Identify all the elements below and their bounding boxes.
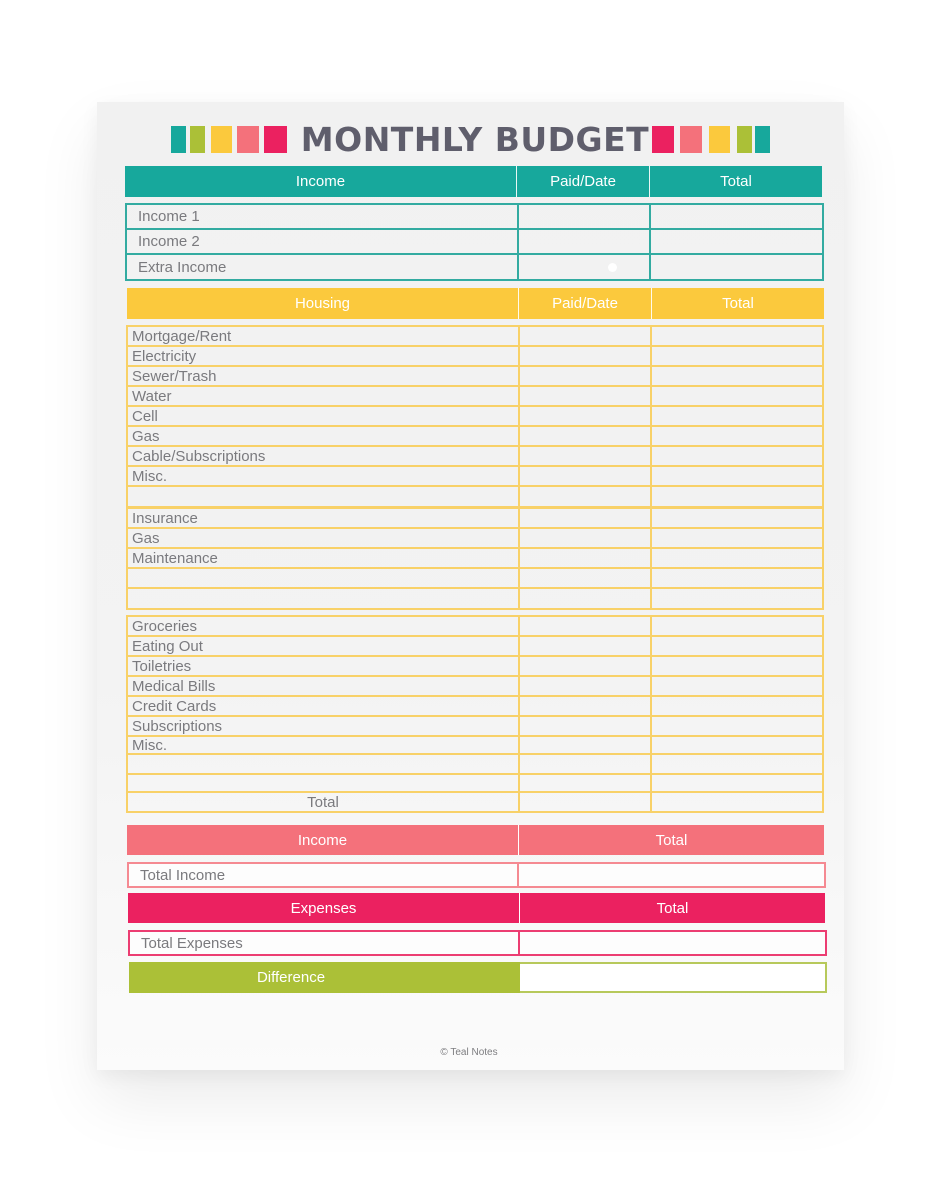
paid-date-column-header: Paid/Date	[518, 288, 651, 319]
paid-date-cell[interactable]	[518, 637, 650, 655]
table-row	[128, 529, 822, 549]
paid-date-cell[interactable]	[518, 387, 650, 405]
decor-square-teal	[755, 126, 770, 153]
paid-date-cell[interactable]	[518, 755, 650, 773]
paid-date-cell[interactable]	[518, 775, 650, 791]
total-cell[interactable]	[650, 589, 822, 608]
row-label: Gas	[132, 529, 160, 547]
paid-date-cell[interactable]	[517, 255, 649, 279]
income-column-header: Income	[295, 173, 346, 190]
table-row	[128, 327, 822, 347]
total-cell[interactable]	[650, 717, 822, 735]
table-row	[128, 447, 822, 467]
total-header-label: Total	[519, 893, 825, 923]
table-row	[127, 205, 822, 230]
table-row	[128, 637, 822, 657]
summary-expenses-header	[128, 893, 825, 923]
total-column-header: Total	[649, 166, 822, 197]
decor-square-magenta	[652, 126, 674, 153]
housing-header	[127, 288, 824, 319]
decor-square-lime	[190, 126, 205, 153]
table-row	[128, 697, 822, 717]
total-income-value[interactable]	[519, 864, 824, 886]
row-label: Eating Out	[132, 637, 203, 655]
total-cell[interactable]	[650, 549, 822, 567]
transportation-table	[126, 507, 824, 610]
total-cell[interactable]	[650, 657, 822, 675]
row-label: Income 2	[138, 233, 200, 250]
table-row	[128, 407, 822, 427]
summary-income-header	[127, 825, 824, 855]
table-row	[128, 569, 822, 589]
row-label: Water	[132, 387, 172, 405]
total-cell[interactable]	[650, 347, 822, 365]
paid-date-cell[interactable]	[518, 367, 650, 385]
total-label: Total	[307, 793, 339, 811]
total-row	[128, 793, 822, 811]
paid-date-cell[interactable]	[518, 793, 650, 811]
row-label	[128, 589, 518, 608]
paid-date-cell[interactable]	[518, 717, 650, 735]
other-expenses-table	[126, 615, 824, 813]
total-cell[interactable]	[650, 367, 822, 385]
row-label	[128, 755, 518, 773]
row-label: Toiletries	[132, 657, 192, 675]
table-row	[128, 509, 822, 529]
paid-date-cell[interactable]	[518, 347, 650, 365]
row-label: Maintenance	[132, 549, 218, 567]
row-label: Groceries	[132, 617, 198, 635]
decor-square-lime	[737, 126, 752, 153]
paid-date-cell[interactable]	[518, 569, 650, 587]
row-label	[128, 487, 518, 506]
paid-date-cell[interactable]	[518, 549, 650, 567]
paid-date-cell[interactable]	[518, 697, 650, 715]
row-label: Electricity	[132, 347, 197, 365]
total-income-label: Total Income	[129, 864, 519, 886]
total-cell[interactable]	[650, 529, 822, 547]
difference-label: Difference	[129, 962, 520, 993]
paid-date-cell[interactable]	[518, 589, 650, 608]
decor-square-coral	[680, 126, 702, 153]
table-row	[128, 755, 822, 775]
total-cell[interactable]	[650, 737, 822, 753]
paid-date-cell[interactable]	[517, 205, 649, 228]
row-label: Medical Bills	[132, 677, 216, 695]
row-label: Insurance	[132, 509, 198, 527]
paid-date-cell[interactable]	[518, 467, 650, 485]
row-label: Cell	[132, 407, 158, 425]
row-label: Extra Income	[138, 258, 227, 276]
difference-row	[129, 962, 827, 993]
total-cell[interactable]	[650, 677, 822, 695]
grand-total-cell[interactable]	[650, 793, 822, 811]
table-row	[128, 387, 822, 407]
decor-square-yellow	[709, 126, 730, 153]
housing-table	[126, 325, 824, 508]
expenses-header-label: Expenses	[290, 899, 357, 917]
paid-date-cell[interactable]	[518, 509, 650, 527]
total-cell[interactable]	[649, 230, 822, 253]
total-cell[interactable]	[650, 637, 822, 655]
total-cell[interactable]	[649, 205, 822, 228]
difference-value[interactable]	[520, 962, 827, 993]
total-cell[interactable]	[649, 255, 822, 279]
paid-date-cell[interactable]	[518, 407, 650, 425]
total-cell[interactable]	[650, 569, 822, 587]
total-cell[interactable]	[650, 407, 822, 425]
table-row	[128, 367, 822, 387]
total-cell[interactable]	[650, 755, 822, 773]
row-label: Gas	[132, 427, 160, 445]
total-cell[interactable]	[650, 427, 822, 445]
row-label: Subscriptions	[132, 717, 223, 735]
row-label	[128, 775, 518, 791]
paid-date-column-header: Paid/Date	[516, 166, 649, 197]
decor-square-yellow	[211, 126, 232, 153]
decor-square-magenta	[264, 126, 287, 153]
paid-date-cell[interactable]	[518, 617, 650, 635]
row-label: Mortgage/Rent	[132, 327, 232, 345]
decor-square-coral	[237, 126, 259, 153]
total-cell[interactable]	[650, 327, 822, 345]
total-column-header: Total	[651, 288, 824, 319]
total-cell[interactable]	[650, 487, 822, 506]
paid-date-cell[interactable]	[518, 327, 650, 345]
row-label: Misc.	[132, 467, 167, 485]
table-row	[128, 737, 822, 755]
table-row	[128, 657, 822, 677]
paid-date-cell[interactable]	[518, 447, 650, 465]
total-expenses-value[interactable]	[520, 932, 825, 954]
paid-date-cell[interactable]	[517, 230, 649, 253]
total-cell[interactable]	[650, 447, 822, 465]
table-row	[128, 617, 822, 637]
copyright-footer: © Teal Notes	[440, 1047, 498, 1058]
decor-dot	[608, 263, 617, 272]
table-row	[128, 427, 822, 447]
paid-date-cell[interactable]	[518, 737, 650, 753]
table-row	[127, 255, 822, 279]
total-expenses-row	[128, 930, 827, 956]
paid-date-cell[interactable]	[518, 529, 650, 547]
table-row	[127, 230, 822, 255]
table-row	[128, 717, 822, 737]
table-row	[128, 677, 822, 697]
page-title: MONTHLY BUDGET	[300, 120, 650, 159]
row-label: Income 1	[138, 208, 200, 225]
paid-date-cell[interactable]	[518, 657, 650, 675]
row-label: Credit Cards	[132, 697, 217, 715]
decor-square-teal	[171, 126, 186, 153]
table-row	[128, 467, 822, 487]
table-row	[128, 589, 822, 608]
total-cell[interactable]	[650, 387, 822, 405]
total-cell[interactable]	[650, 697, 822, 715]
table-row	[128, 775, 822, 793]
table-row	[128, 549, 822, 569]
income-header	[125, 166, 822, 197]
paid-date-cell[interactable]	[518, 677, 650, 695]
row-label: Sewer/Trash	[132, 367, 217, 385]
income-header-label: Income	[297, 831, 348, 849]
total-cell[interactable]	[650, 775, 822, 791]
row-label: Misc.	[132, 736, 167, 754]
table-row	[128, 487, 822, 506]
row-label	[128, 569, 518, 587]
paid-date-cell[interactable]	[518, 427, 650, 445]
paid-date-cell[interactable]	[518, 487, 650, 506]
total-cell[interactable]	[650, 509, 822, 527]
table-row	[128, 347, 822, 367]
total-expenses-label: Total Expenses	[130, 932, 520, 954]
total-cell[interactable]	[650, 467, 822, 485]
total-cell[interactable]	[650, 617, 822, 635]
total-header-label: Total	[518, 825, 824, 855]
income-table	[125, 203, 824, 281]
row-label: Cable/Subscriptions	[132, 447, 266, 465]
housing-column-header: Housing	[294, 295, 351, 312]
total-income-row	[127, 862, 826, 888]
